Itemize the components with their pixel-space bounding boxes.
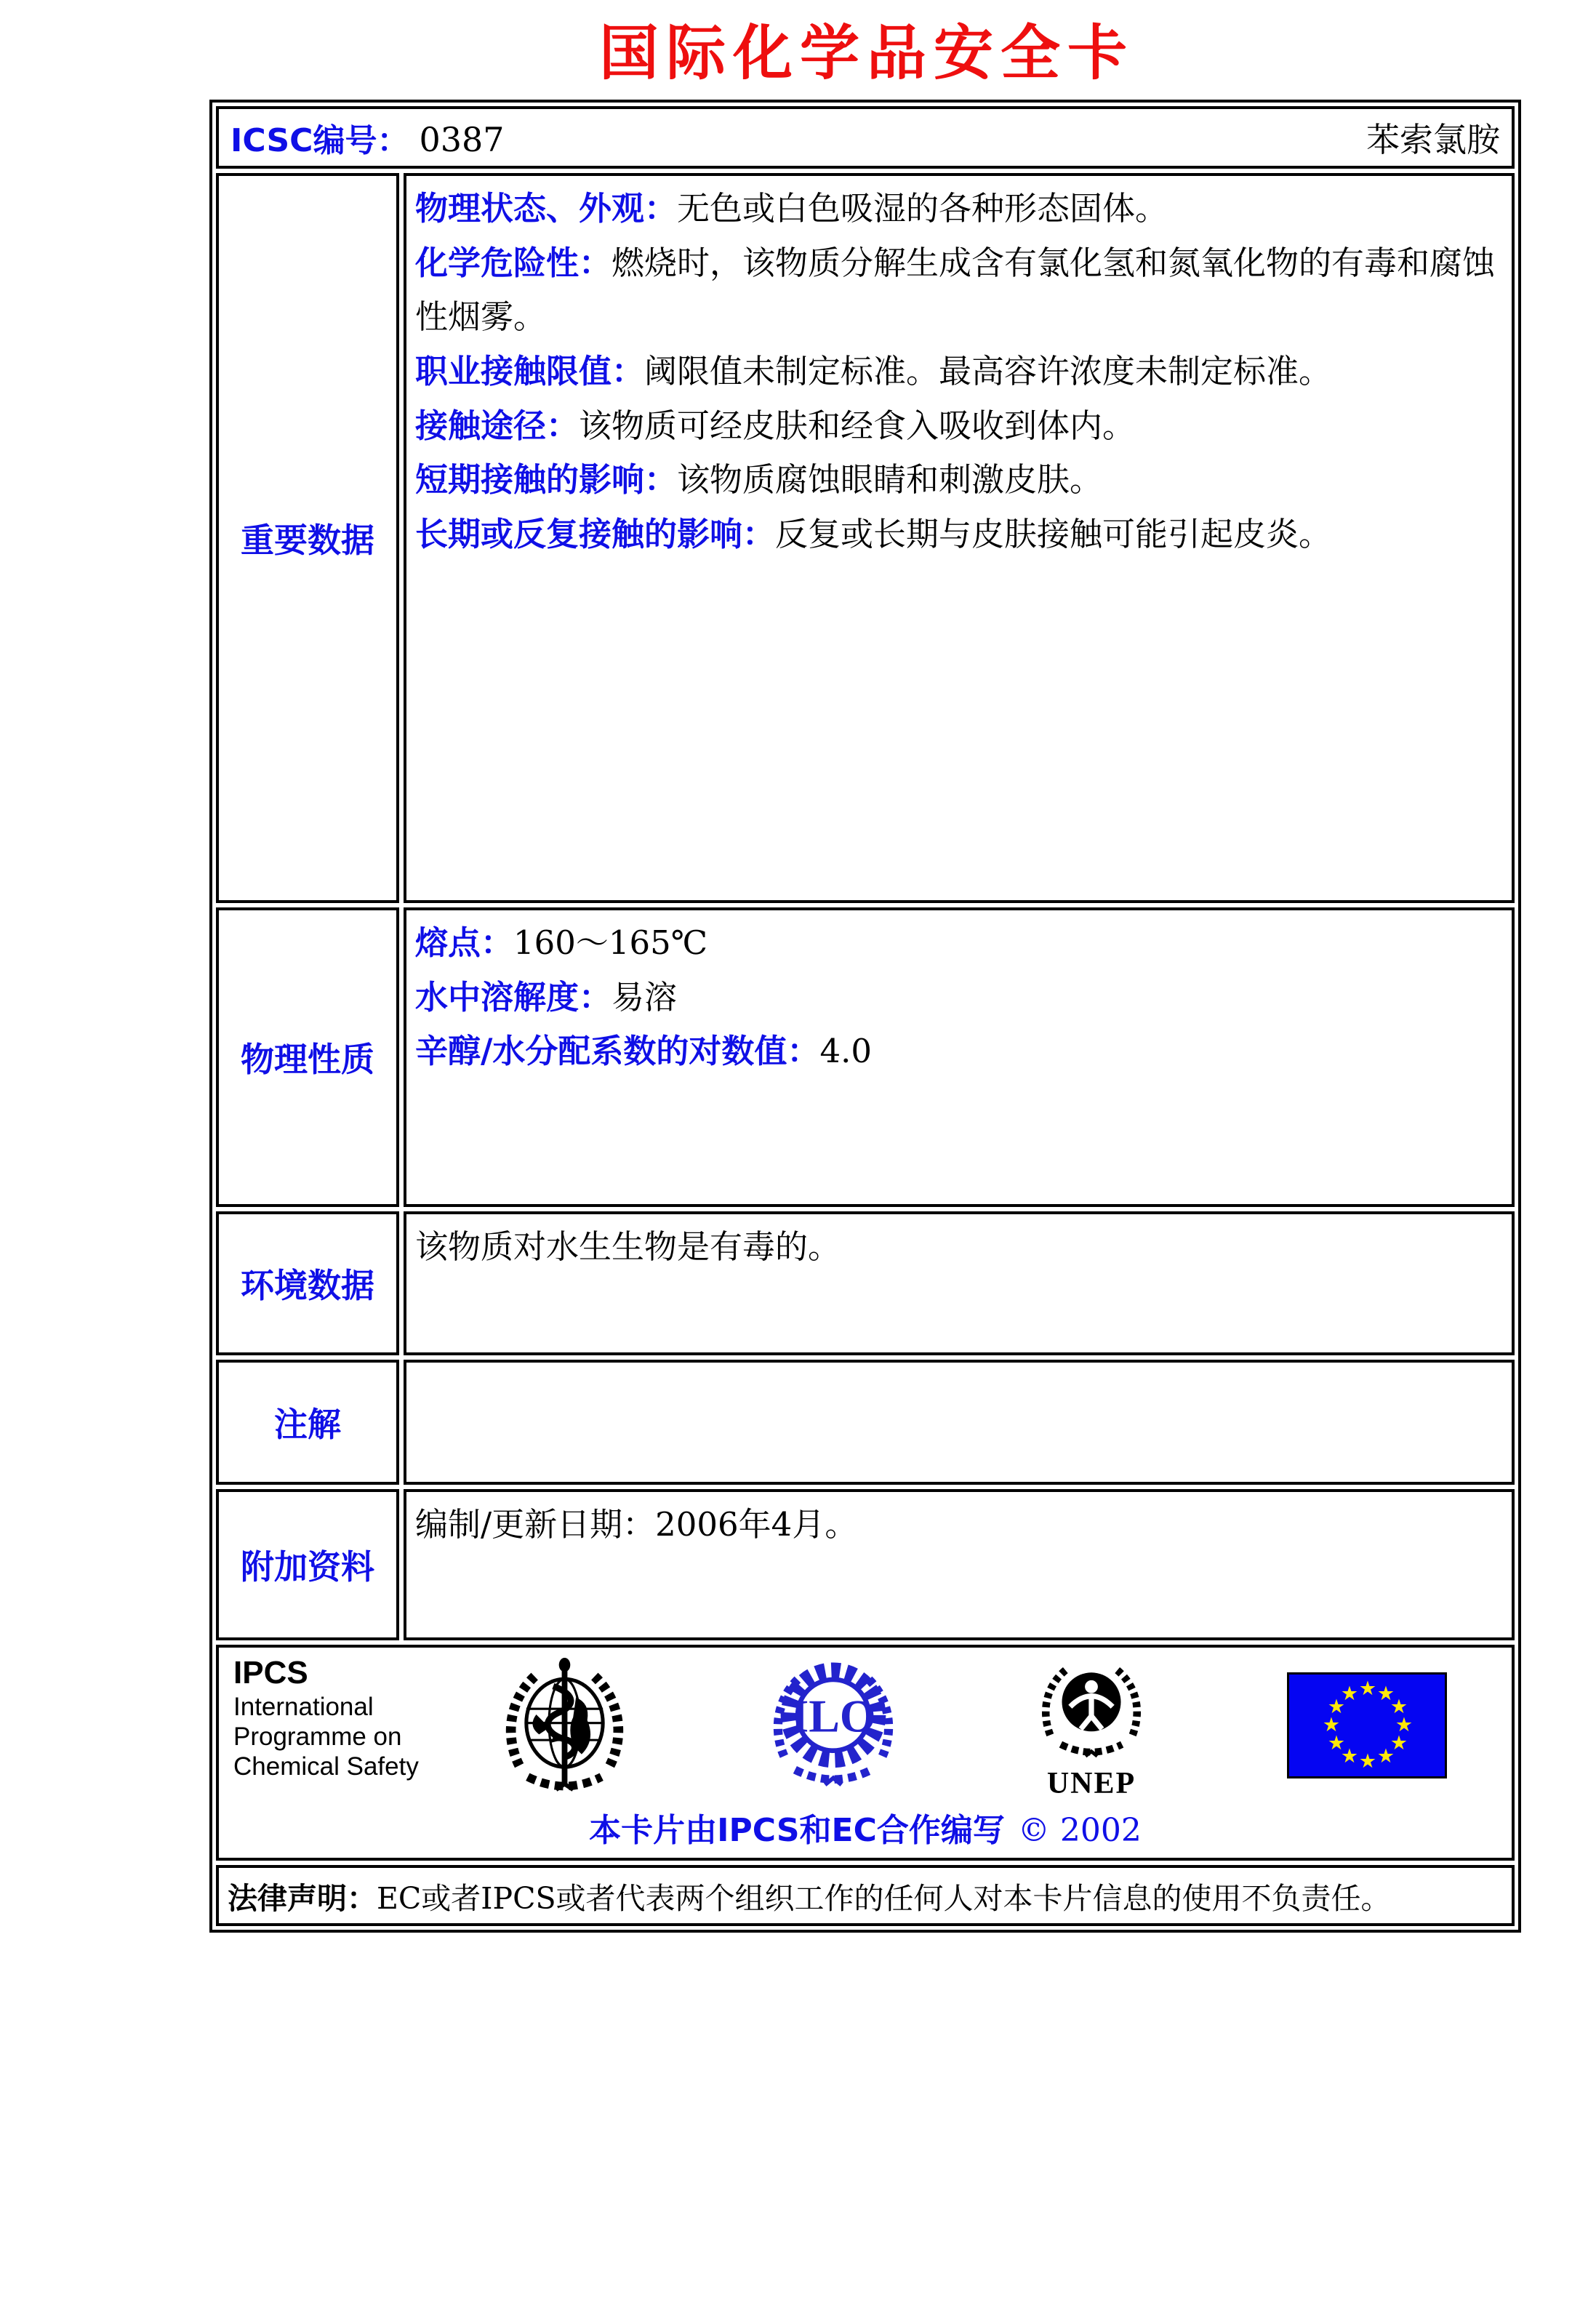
section-label-environment: 环境数据 <box>216 1211 399 1355</box>
section-content-important <box>404 173 1515 903</box>
section-content-notes <box>404 1360 1515 1485</box>
legal-cell <box>216 1865 1515 1926</box>
section-label-additional: 附加资料 <box>216 1489 399 1640</box>
section-label-important: 重要数据 <box>216 173 399 903</box>
important-line-chemical-danger: 化学危险性：燃烧时，该物质分解生成含有氯化氢和氮氧化物的有毒和腐蚀性烟雾。 <box>415 243 1496 337</box>
section-physical-properties <box>216 907 1515 1207</box>
logos-line <box>229 1655 1501 1804</box>
header-cell <box>216 106 1515 169</box>
header-row <box>216 106 1515 169</box>
eu-flag-icon: ★ ★ ★ ★ ★ ★ ★ ★ ★ ★ ★ ★ <box>1287 1672 1447 1778</box>
section-important-data <box>216 173 1515 903</box>
who-logo-icon <box>494 1655 635 1804</box>
icsc-number-group <box>230 114 505 161</box>
important-line-long-term: 长期或反复接触的影响：反复或长期与皮肤接触可能引起皮炎。 <box>415 515 1332 554</box>
page-title: 国际化学品安全卡 <box>598 19 1134 88</box>
unep-logo-icon <box>1032 1655 1150 1799</box>
credit-line <box>229 1804 1501 1855</box>
important-line-short-term: 短期接触的影响：该物质腐蚀眼睛和刺激皮肤。 <box>415 460 1103 500</box>
physical-line-melting-point: 熔点：160～165℃ <box>415 923 708 962</box>
ipcs-title: IPCS <box>233 1655 308 1691</box>
important-line-occupational-limit: 职业接触限值：阈限值未制定标准。最高容许浓度未制定标准。 <box>415 352 1332 391</box>
unep-label: UNEP <box>1046 1767 1136 1800</box>
icsc-number-label: ICSC编号： <box>230 122 409 159</box>
section-label-notes: 注解 <box>216 1360 399 1485</box>
ilo-logo-icon <box>765 1655 902 1794</box>
section-content-additional <box>404 1489 1515 1640</box>
ipcs-subtitle-line1: International <box>233 1692 374 1721</box>
important-line-exposure-route: 接触途径：该物质可经皮肤和经食入吸收到体内。 <box>415 406 1136 445</box>
chemical-name: 苯索氯胺 <box>1366 120 1500 159</box>
important-line-physical-state: 物理状态、外观：无色或白色吸湿的各种形态固体。 <box>415 189 1168 228</box>
section-content-environment <box>404 1211 1515 1355</box>
icsc-number-value: 0387 <box>419 120 505 159</box>
ipcs-subtitle-line2: Programme on <box>233 1722 402 1751</box>
logos-row <box>216 1645 1515 1861</box>
logos-cell <box>216 1645 1515 1861</box>
physical-line-logp: 辛醇/水分配系数的对数值：4.0 <box>415 1032 873 1071</box>
physical-line-solubility: 水中溶解度：易溶 <box>415 977 678 1016</box>
section-notes <box>216 1360 1515 1485</box>
legal-row <box>216 1865 1515 1926</box>
legal-label: 法律声明： <box>228 1880 377 1916</box>
credit-year: © 2002 <box>1017 1812 1142 1849</box>
section-content-physical <box>404 907 1515 1207</box>
section-additional-info <box>216 1489 1515 1640</box>
ipcs-subtitle-line3: Chemical Safety <box>233 1752 419 1781</box>
additional-text: 编制/更新日期：2006年4月。 <box>415 1505 858 1544</box>
legal-text: EC或者IPCS或者代表两个组织工作的任何人对本卡片信息的使用不负责任。 <box>377 1880 1391 1916</box>
section-environmental-data <box>216 1211 1515 1355</box>
svg-text:ILO: ILO <box>790 1690 876 1742</box>
credit-text: 本卡片由IPCS和EC合作编写 <box>589 1812 1005 1849</box>
ipcs-text-block <box>233 1655 452 1781</box>
environment-text: 该物质对水生生物是有毒的。 <box>415 1227 841 1266</box>
icsc-table <box>209 100 1521 1933</box>
section-label-physical: 物理性质 <box>216 907 399 1207</box>
